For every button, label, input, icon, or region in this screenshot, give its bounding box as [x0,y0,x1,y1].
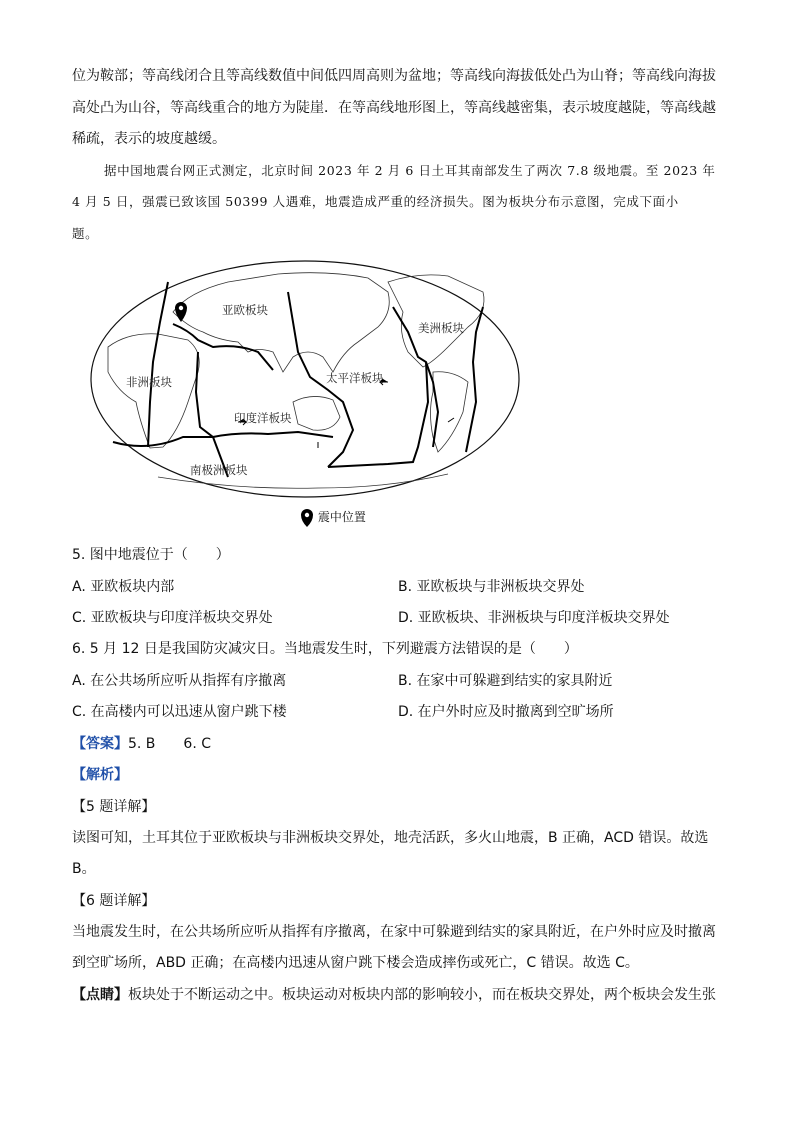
motion-arrow [448,418,454,422]
map-pin-icon [300,509,314,527]
q6-option-d[interactable]: D. 在户外时应及时撤离到空旷场所 [398,704,614,720]
australia-outline [293,396,340,430]
q6-option-c[interactable]: C. 在高楼内可以迅速从窗户跳下楼 [72,704,287,720]
map-legend [300,508,366,527]
answer-tag: 【答案】 [72,736,128,752]
epicenter-marker [175,302,187,322]
detail6-line-1: 当地震发生时，在公共场所应听从指挥有序撤离，在家中可躲避到结实的家具附近，在户外时应及时撤离 [72,924,716,940]
detail5-line-1: 读图可知，土耳其位于亚欧板块与非洲板块交界处，地壳活跃，多火山地震，B 正确，ACD 错误。故选 [72,830,709,846]
boundary-mid-atlantic [148,282,168,447]
q6-option-a[interactable]: A. 在公共场所应听从指挥有序撤离 [72,673,287,689]
material-line-2: 4 月 5 日，强震已致该国 50399 人遇难，地震造成严重的经济损失。图为板块分布示意图，完成下面小 [72,194,679,209]
detail6-tag: 【6 题详解】 [72,893,156,909]
detail5-line-2: B。 [72,861,96,877]
material-line-1: 据中国地震台网正式测定，北京时间 2023 年 2 月 6 日土耳其南部发生了两次 7.8 级地震。至 2023 年 [104,163,716,178]
q5-option-d[interactable]: D. 亚欧板块、非洲板块与印度洋板块交界处 [398,610,670,626]
remark-text: 板块处于不断运动之中。板块运动对板块内部的影响较小，而在板块交界处，两个板块会发生张 [128,987,716,1003]
answer-line [72,734,211,754]
q5-option-a[interactable]: A. 亚欧板块内部 [72,579,175,595]
material-line-3: 题。 [72,226,99,241]
label-indo-plate: 印度洋板块 [234,411,292,425]
answer-text: 5. B 6. C [128,736,211,752]
legend-label: 震中位置 [317,510,366,524]
label-american-plate: 美洲板块 [418,321,464,335]
boundary-american [466,307,483,452]
intro-line-2: 高处凸为山谷，等高线重合的地方为陡崖．在等高线地形图上，等高线越密集，表示坡度越陡，等高线越 [72,100,716,116]
analysis-tag: 【解析】 [72,767,128,783]
q5-stem: 5. 图中地震位于（ ） [72,547,230,563]
detail5-tag: 【5 题详解】 [72,799,156,815]
boundary-eurasia-africa [173,324,273,370]
q6-option-b[interactable]: B. 在家中可躲避到结实的家具附近 [398,673,613,689]
detail6-line-2: 到空旷场所，ABD 正确；在高楼内迅速从窗户跳下楼会造成摔伤或死亡，C 错误。故选 C。 [72,955,639,971]
q6-stem: 6. 5 月 12 日是我国防灾减灾日。当地震发生时，下列避震方法错误的是（ ） [72,641,578,657]
intro-line-1: 位为鞍部；等高线闭合且等高线数值中间低四周高则为盆地；等高线向海拔低处凸为山脊；等高线向海拔 [72,68,716,84]
label-antarctic-plate: 南极洲板块 [190,463,248,477]
africa-outline [108,334,199,448]
q5-option-c[interactable]: C. 亚欧板块与印度洋板块交界处 [72,610,273,626]
q5-option-b[interactable]: B. 亚欧板块与非洲板块交界处 [398,579,585,595]
intro-line-3: 稀疏，表示的坡度越缓。 [72,131,226,147]
plate-map-figure [88,252,522,510]
label-african-plate: 非洲板块 [126,375,172,389]
label-eurasian-plate: 亚欧板块 [222,303,268,317]
remark-line [72,985,716,1005]
south-america-outline [431,372,469,452]
label-pacific-plate: 太平洋板块 [326,371,384,385]
remark-tag: 【点睛】 [72,987,128,1003]
eurasia-outline [173,273,389,372]
